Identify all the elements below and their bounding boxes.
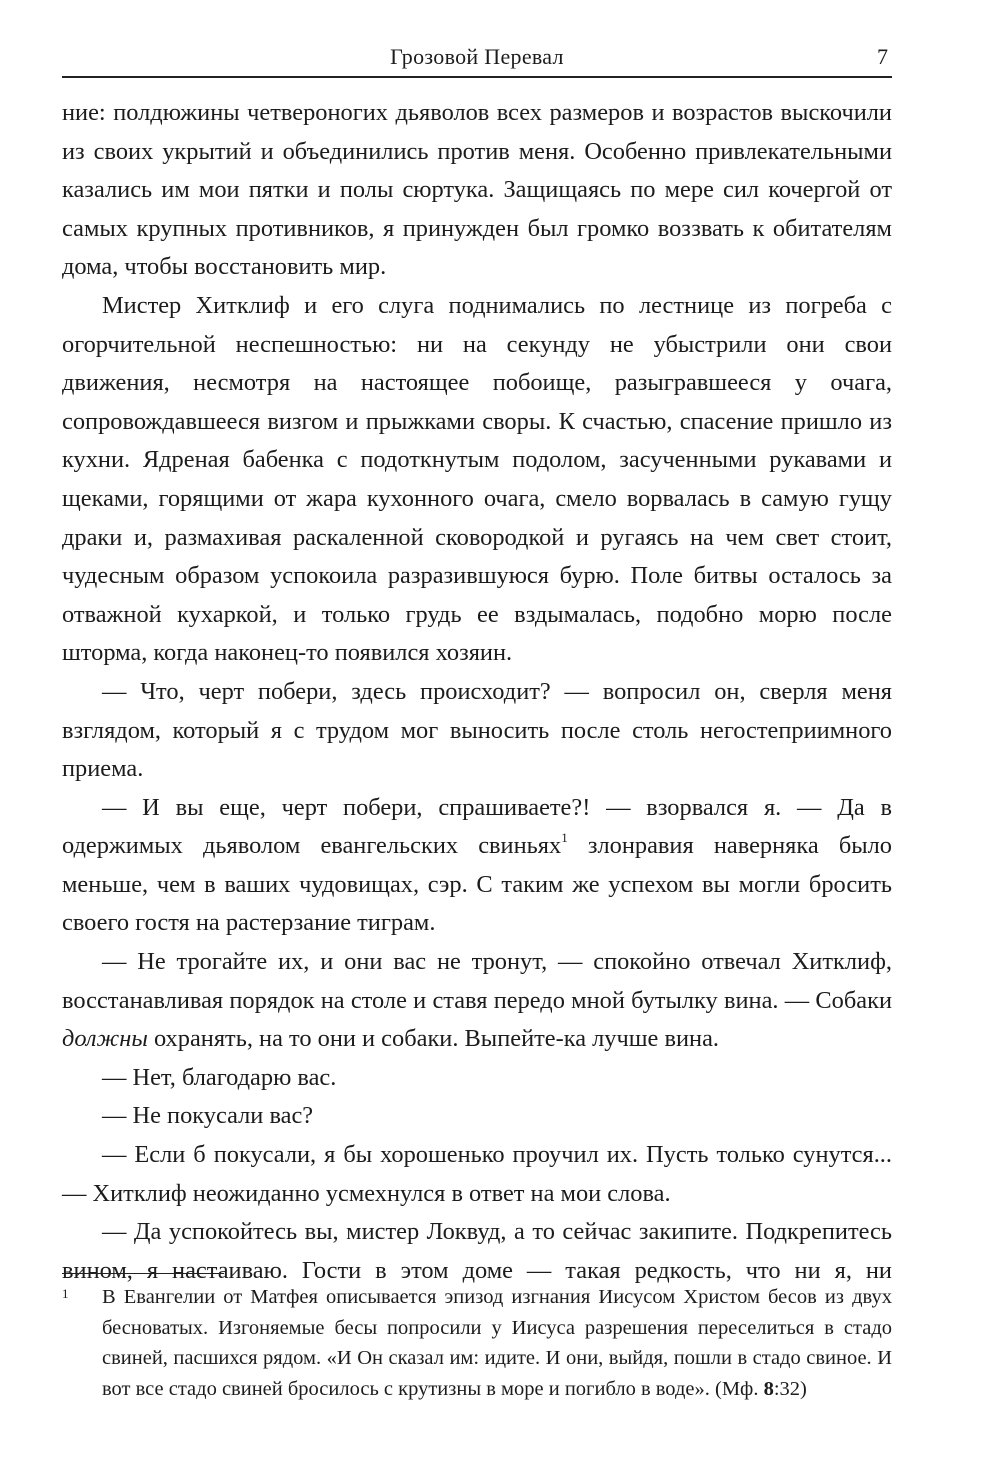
italic-emphasis: должны xyxy=(62,1025,148,1053)
paragraph-text: — Не трогайте их, и они вас не тронут, — спокойно отвечал Хитклиф, восстанавливая порядок на столе и ставя передо мной бутылку вина. — Собаки xyxy=(62,948,892,1014)
footnote-reference[interactable]: 1 xyxy=(561,830,568,846)
footnote-chapter-number: 8 xyxy=(763,1377,774,1400)
footnote-mark: 1 xyxy=(62,1286,69,1301)
paragraph-text: — И вы еще, черт побери, спрашиваете?! — взорвался я. — Да в одержимых дьяволом евангельских свиньях xyxy=(62,793,892,860)
paragraph-4 xyxy=(62,789,892,943)
paragraph-7 xyxy=(62,1097,892,1136)
paragraph-text: злонравия наверняка было меньше, чем в ваших чудовищах, сэр. С таким же успехом вы могли бросить своего гостя на растерзание тиграм. xyxy=(62,832,893,937)
paragraph-3 xyxy=(62,673,892,789)
running-title: Грозовой Перевал xyxy=(390,44,564,69)
paragraph-5 xyxy=(62,943,892,1059)
footnote-verse: :32) xyxy=(773,1377,807,1400)
paragraph-9 xyxy=(62,1213,892,1290)
paragraph-2 xyxy=(62,287,892,673)
paragraph-text: охранять, на то они и собаки. Выпейте-ка лучше вина. xyxy=(147,1025,720,1053)
paragraph-text: — Нет, благодарю вас. xyxy=(102,1063,337,1091)
footnote-body: В Евангелии от Матфея описывается эпизод изгнания Иисусом Христом бесов из двух бесноватых. Изгоняемые бесы попросили у Иисуса разрешения переселиться в стадо свиней, пасшихся рядом. «И Он сказал им: идите. И они, выйдя, пошли в стадо свиное. И вот все стадо свиней бросилось с крутизны в море и погибло в воде». (Мф. xyxy=(102,1286,892,1400)
paragraph-text: — Да успокойтесь вы, мистер Локвуд, а то сейчас закипите. Подкрепитесь вином, я настаиваю. Гости в этом доме — такая редкость, что ни я, ни xyxy=(62,1218,892,1284)
running-header xyxy=(62,38,892,78)
paragraph-text: — Если б покусали, я бы хорошенько проучил их. Пусть только сунутся... — Хитклиф неожиданно усмехнулся в ответ на мои слова. xyxy=(62,1141,892,1207)
footnote-divider xyxy=(62,1273,224,1274)
paragraph-text: ние: полдюжины четвероногих дьяволов всех размеров и возрастов выскочили из своих укрытий и объединились против меня. Особенно привлекательными казались им мои пятки и полы сюртука. Защищаясь по мере сил кочергой от самых крупных противников, я принужден был громко воззвать к обитателям дома, чтобы восстановить мир. xyxy=(62,99,892,281)
paragraph-8 xyxy=(62,1136,892,1213)
page-number: 7 xyxy=(877,44,888,69)
paragraph-6 xyxy=(62,1059,892,1098)
paragraph-text: Мистер Хитклиф и его слуга поднимались по лестнице из погреба с огорчительной неспешностью: ни на секунду не убыстрили они свои движения, несмотря на настоящее побоище, разыгравшееся у очага, сопровождавшееся визгом и прыжками своры. К счастью, спасение пришло из кухни. Ядреная бабенка с подоткнутым подолом, засученными рукавами и щеками, горящими от жара кухонного очага, смело ворвалась в самую гущу драки и, размахивая раскаленной сковородкой и ругаясь на чем свет стоит, чудесным образом успокоила разразившуюся бурю. Поле битвы осталось за отважной кухаркой, и только грудь ее вздымалась, подобно морю после шторма, когда наконец-то появился хозяин. xyxy=(62,291,892,667)
paragraph-text: — Не покусали вас? xyxy=(102,1102,314,1130)
footnote-text xyxy=(102,1282,892,1404)
paragraph-text: — Что, черт побери, здесь происходит? — вопросил он, сверля меня взглядом, который я с трудом мог выносить после столь негостеприимного приема. xyxy=(62,677,892,783)
footnote xyxy=(62,1282,892,1404)
main-text xyxy=(62,94,892,1290)
paragraph-1 xyxy=(62,94,892,287)
